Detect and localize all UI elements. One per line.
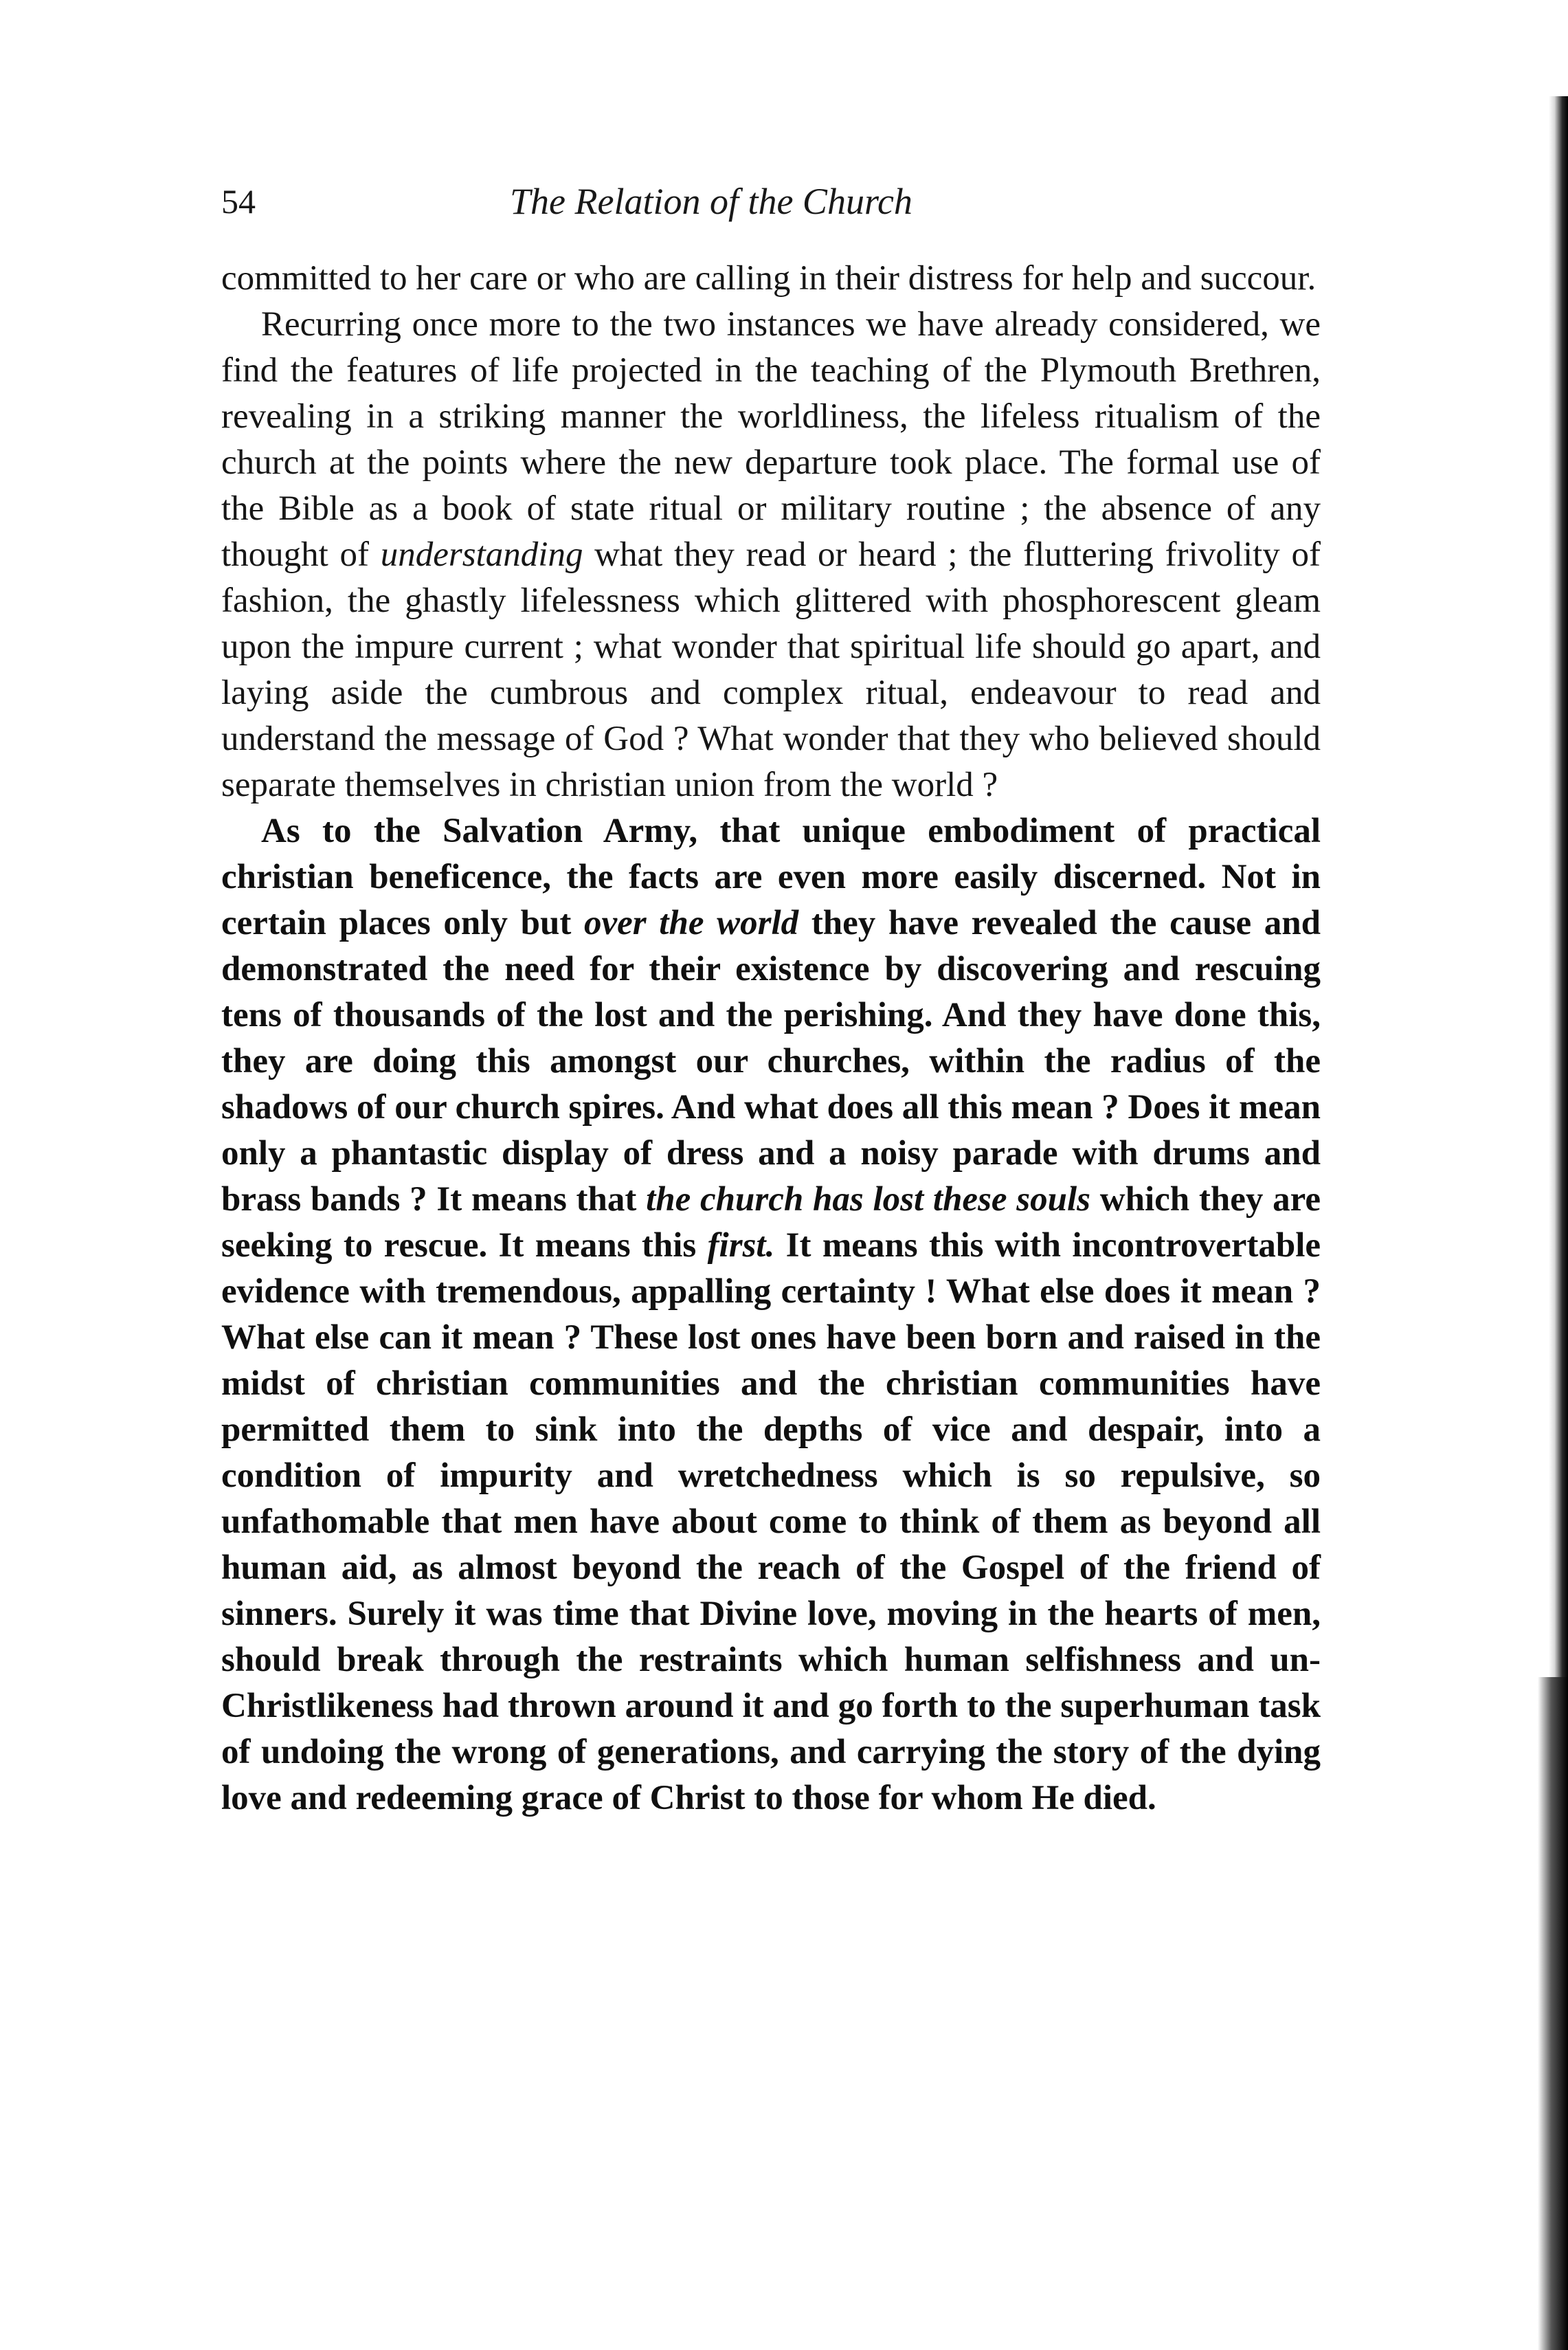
paragraph-3: [221, 808, 1321, 1821]
paragraph-3-emphasis-a: over the world: [584, 904, 799, 942]
body-text: [221, 256, 1321, 1821]
running-head: [221, 177, 1321, 232]
paragraph-2-emphasis: understanding: [380, 535, 583, 574]
page-edge-shadow-lower: [1538, 1677, 1568, 2350]
paragraph-2-text-b: what they read or heard ; the fluttering frivolity of fashion, the ghastly lifelessness which glittered with phosphorescent gleam upon the impure current ; what wonder that spiritual life should go apart, and laying aside the cumbrous and complex ritual, endeavour to read and understand the message of God ? What wonder that they who believed should separate themselves in christian union from the world ?: [221, 535, 1321, 804]
paragraph-3-text-d: It means this with incontrovertable evidence with tremendous, appalling certainty ! What else does it mean ? What else can it mean ? These lost ones have been born and raised in the midst of christian communities and the christian communities have permitted them to sink into the depths of vice and despair, into a condition of impurity and wretchedness which is so repulsive, so unfathomable that men have about come to think of them as beyond all human aid, as almost beyond the reach of the Gospel of the friend of sinners. Surely it was time that Divine love, moving in the hearts of men, should break through the restraints which human selfishness and un-Christlikeness had thrown around it and go forth to the superhuman task of undoing the wrong of generations, and carrying the story of the dying love and redeeming grace of Christ to those for whom He died.: [221, 1226, 1321, 1817]
paragraph-3-text-b: they have revealed the cause and demonstrated the need for their existence by discovering and rescuing tens of thousands of the lost and the perishing. And they have done this, they are doing this amongst our churches, within the radius of the shadows of our church spires. And what does all this mean ? Does it mean only a phantastic display of dress and a noisy parade with drums and brass bands ? It means that: [221, 904, 1321, 1219]
page-number: 54: [221, 182, 256, 221]
paragraph-3-text-a: As to the Salvation Army, that unique embodiment of practical christian beneficence, the facts are even more easily discerned. Not in certain places only but: [221, 812, 1321, 942]
paragraph-2: [221, 302, 1321, 808]
paragraph-3-text-c: which they are seeking to rescue. It means this: [221, 1180, 1321, 1265]
paragraph-3-emphasis-b: the church has lost these souls: [646, 1180, 1091, 1219]
paragraph-3-emphasis-c: first.: [707, 1226, 775, 1265]
running-title: The Relation of the Church: [510, 181, 912, 222]
paragraph-1: committed to her care or who are calling in their distress for help and succour.: [221, 259, 1317, 298]
paragraph-2-text-a: Recurring once more to the two instances we have already considered, we find the features of life projected in the teaching of the Plymouth Brethren, revealing in a striking manner the worldliness, the lifeless ritualism of the church at the points where the new departure took place. The formal use of the Bible as a book of state ritual or military routine ; the absence of any thought of: [221, 305, 1321, 574]
